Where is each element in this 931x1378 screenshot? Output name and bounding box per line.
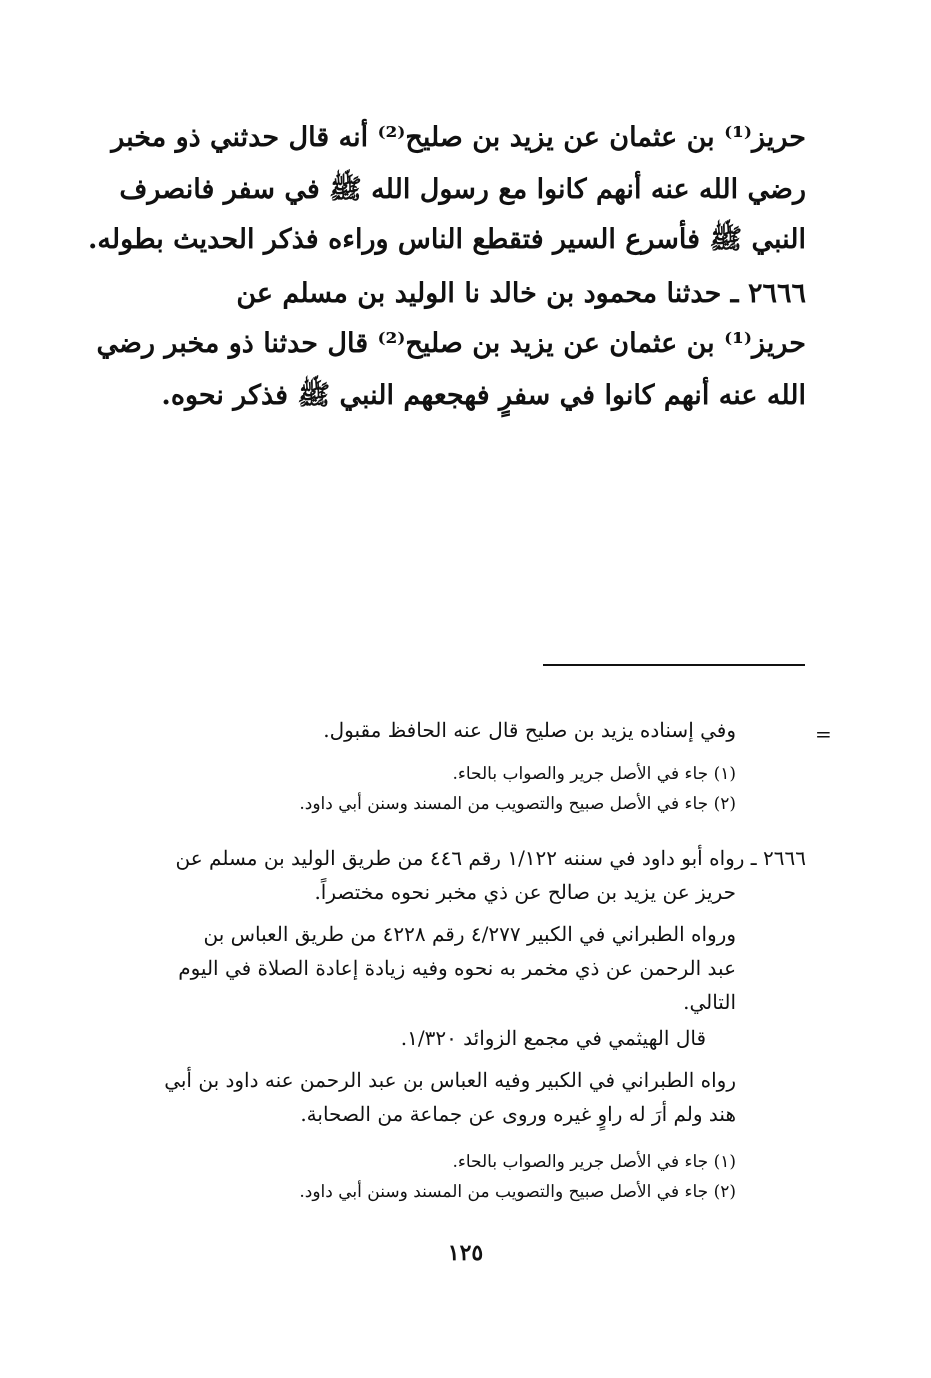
note-2666-line: ٢٦٦٦ ـ رواه أبو داود في سننه ١/١٢٢ رقم ٤٤٦ من طريق الوليد بن مسلم عن (175, 846, 806, 870)
note-line: عبد الرحمن عن ذي مخمر به نحوه وفيه زيادة إعادة الصلاة في اليوم (178, 956, 736, 980)
page-number: ١٢٥ (447, 1240, 484, 1266)
note-line: رواه الطبراني في الكبير وفيه العباس بن عبد الرحمن عنه داود بن أبي (164, 1068, 736, 1092)
hadith-2666-line: ٢٦٦٦ ـ حدثنا محمود بن خالد نا الوليد بن مسلم عن (236, 278, 806, 309)
footnote-1: (١) جاء في الأصل جرير والصواب بالحاء. (452, 1152, 736, 1172)
note-line: التالي. (683, 990, 736, 1014)
footnote-divider (543, 664, 805, 666)
footnote-1: (١) جاء في الأصل جرير والصواب بالحاء. (452, 764, 736, 784)
main-line: حريز⁽¹⁾ بن عثمان عن يزيد بن صليح⁽²⁾ قال حدثنا ذو مخبر رضي (96, 328, 806, 359)
prev-note-line: وفي إسناده يزيد بن صليح قال عنه الحافظ مقبول. (323, 718, 736, 742)
continuation-mark: = (815, 722, 832, 746)
main-line: الله عنه أنهم كانوا في سفرٍ فهجعهم النبي ﷺ فذكر نحوه. (161, 380, 806, 411)
note-line: حريز عن يزيد بن صالح عن ذي مخبر نحوه مختصراً. (314, 880, 736, 904)
footnote-2: (٢) جاء في الأصل صبيح والتصويب من المسند وسنن أبي داود. (299, 794, 736, 814)
main-line: حريز⁽¹⁾ بن عثمان عن يزيد بن صليح⁽²⁾ أنه قال حدثني ذو مخبر (111, 122, 806, 153)
note-line: ورواه الطبراني في الكبير ٤/٢٧٧ رقم ٤٢٢٨ من طريق العباس بن (203, 922, 736, 946)
note-line: هند ولم أرَ له راوٍ غيره وروى عن جماعة من الصحابة. (300, 1102, 736, 1126)
main-line: رضي الله عنه أنهم كانوا مع رسول الله ﷺ في سفر فانصرف (119, 174, 806, 205)
footnote-2: (٢) جاء في الأصل صبيح والتصويب من المسند وسنن أبي داود. (299, 1182, 736, 1202)
main-line: النبي ﷺ فأسرع السير فتقطع الناس وراءه فذكر الحديث بطوله. (88, 224, 806, 255)
note-line: قال الهيثمي في مجمع الزوائد ١/٣٢٠. (400, 1026, 706, 1050)
